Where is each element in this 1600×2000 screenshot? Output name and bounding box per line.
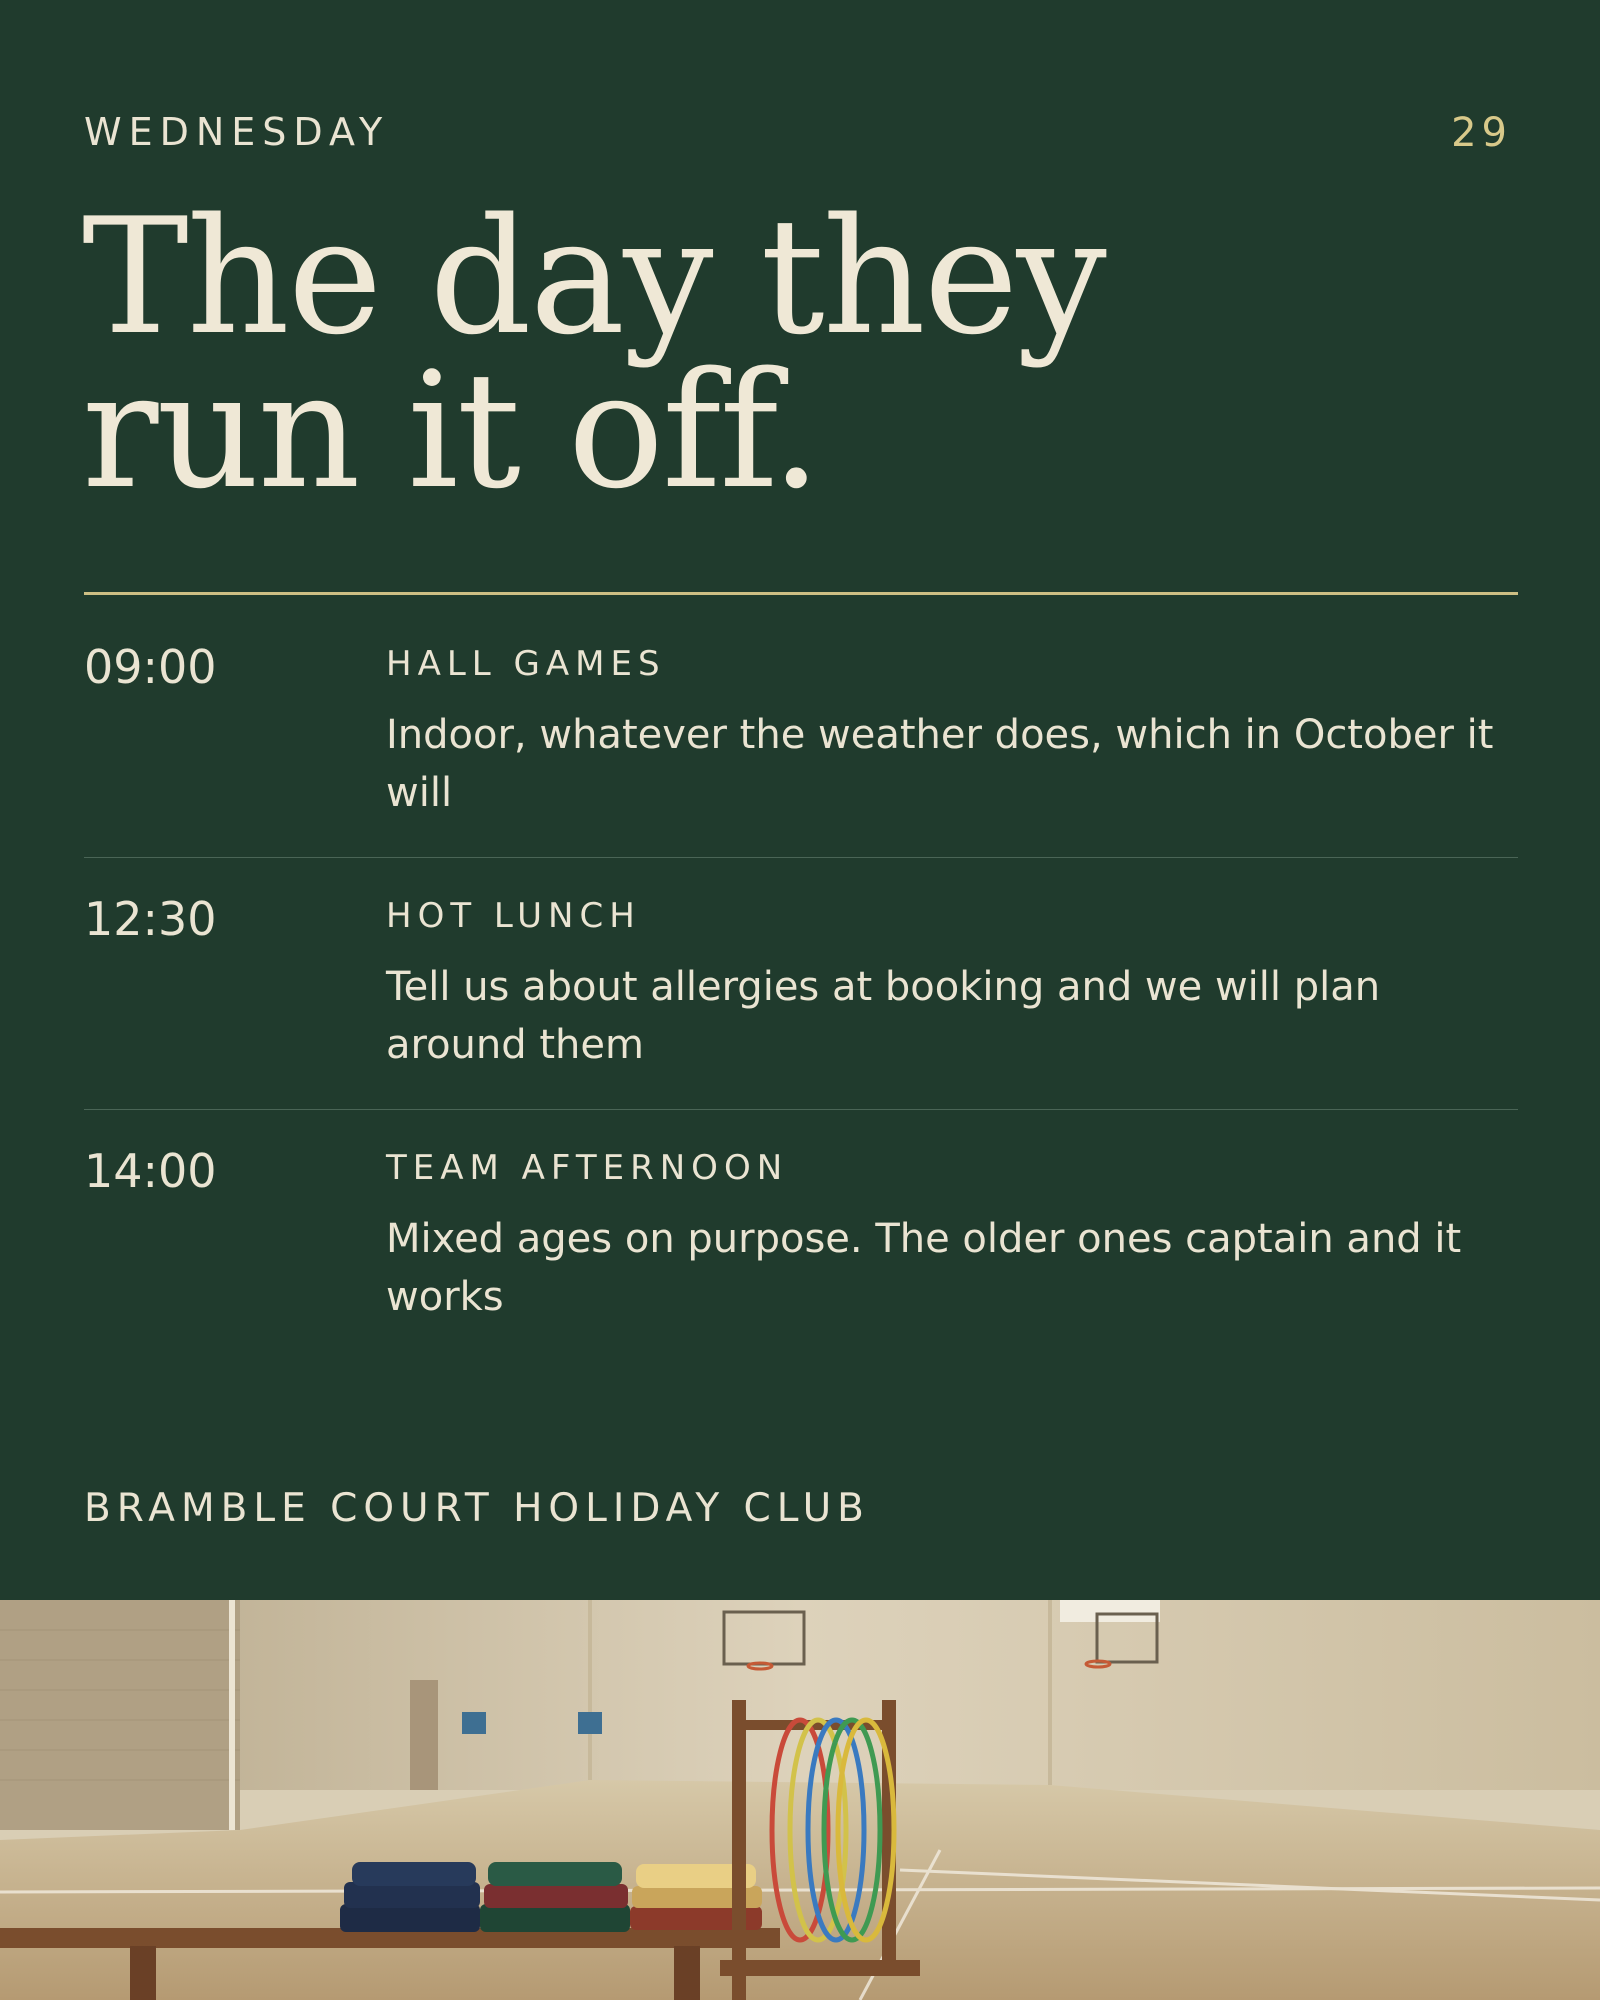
item-time: 12:30	[84, 892, 217, 946]
item-title: HOT LUNCH	[386, 896, 641, 936]
club-name: BRAMBLE COURT HOLIDAY CLUB	[84, 1486, 870, 1531]
headline-line-2: run it off.	[82, 337, 820, 524]
item-description: Tell us about allergies at booking and we will plan around them	[386, 964, 1381, 1068]
gold-divider	[84, 592, 1518, 595]
item-description: Indoor, whatever the weather does, which in October it will	[386, 712, 1494, 816]
sports-hall-illustration	[0, 1600, 1600, 2000]
sports-hall-photo	[0, 1600, 1600, 2000]
headline-line-1: The day they	[82, 183, 1105, 370]
row-divider	[84, 1109, 1518, 1110]
day-name: WEDNESDAY	[84, 110, 390, 154]
item-time: 14:00	[84, 1144, 217, 1198]
item-description: Mixed ages on purpose. The older ones captain and it works	[386, 1216, 1462, 1320]
headline	[82, 183, 1382, 524]
row-divider	[84, 857, 1518, 858]
bib-stacks	[340, 1862, 762, 1932]
day-number: 29	[1451, 110, 1512, 156]
item-title: HALL GAMES	[386, 644, 666, 684]
item-title: TEAM AFTERNOON	[386, 1148, 789, 1188]
item-time: 09:00	[84, 640, 217, 694]
